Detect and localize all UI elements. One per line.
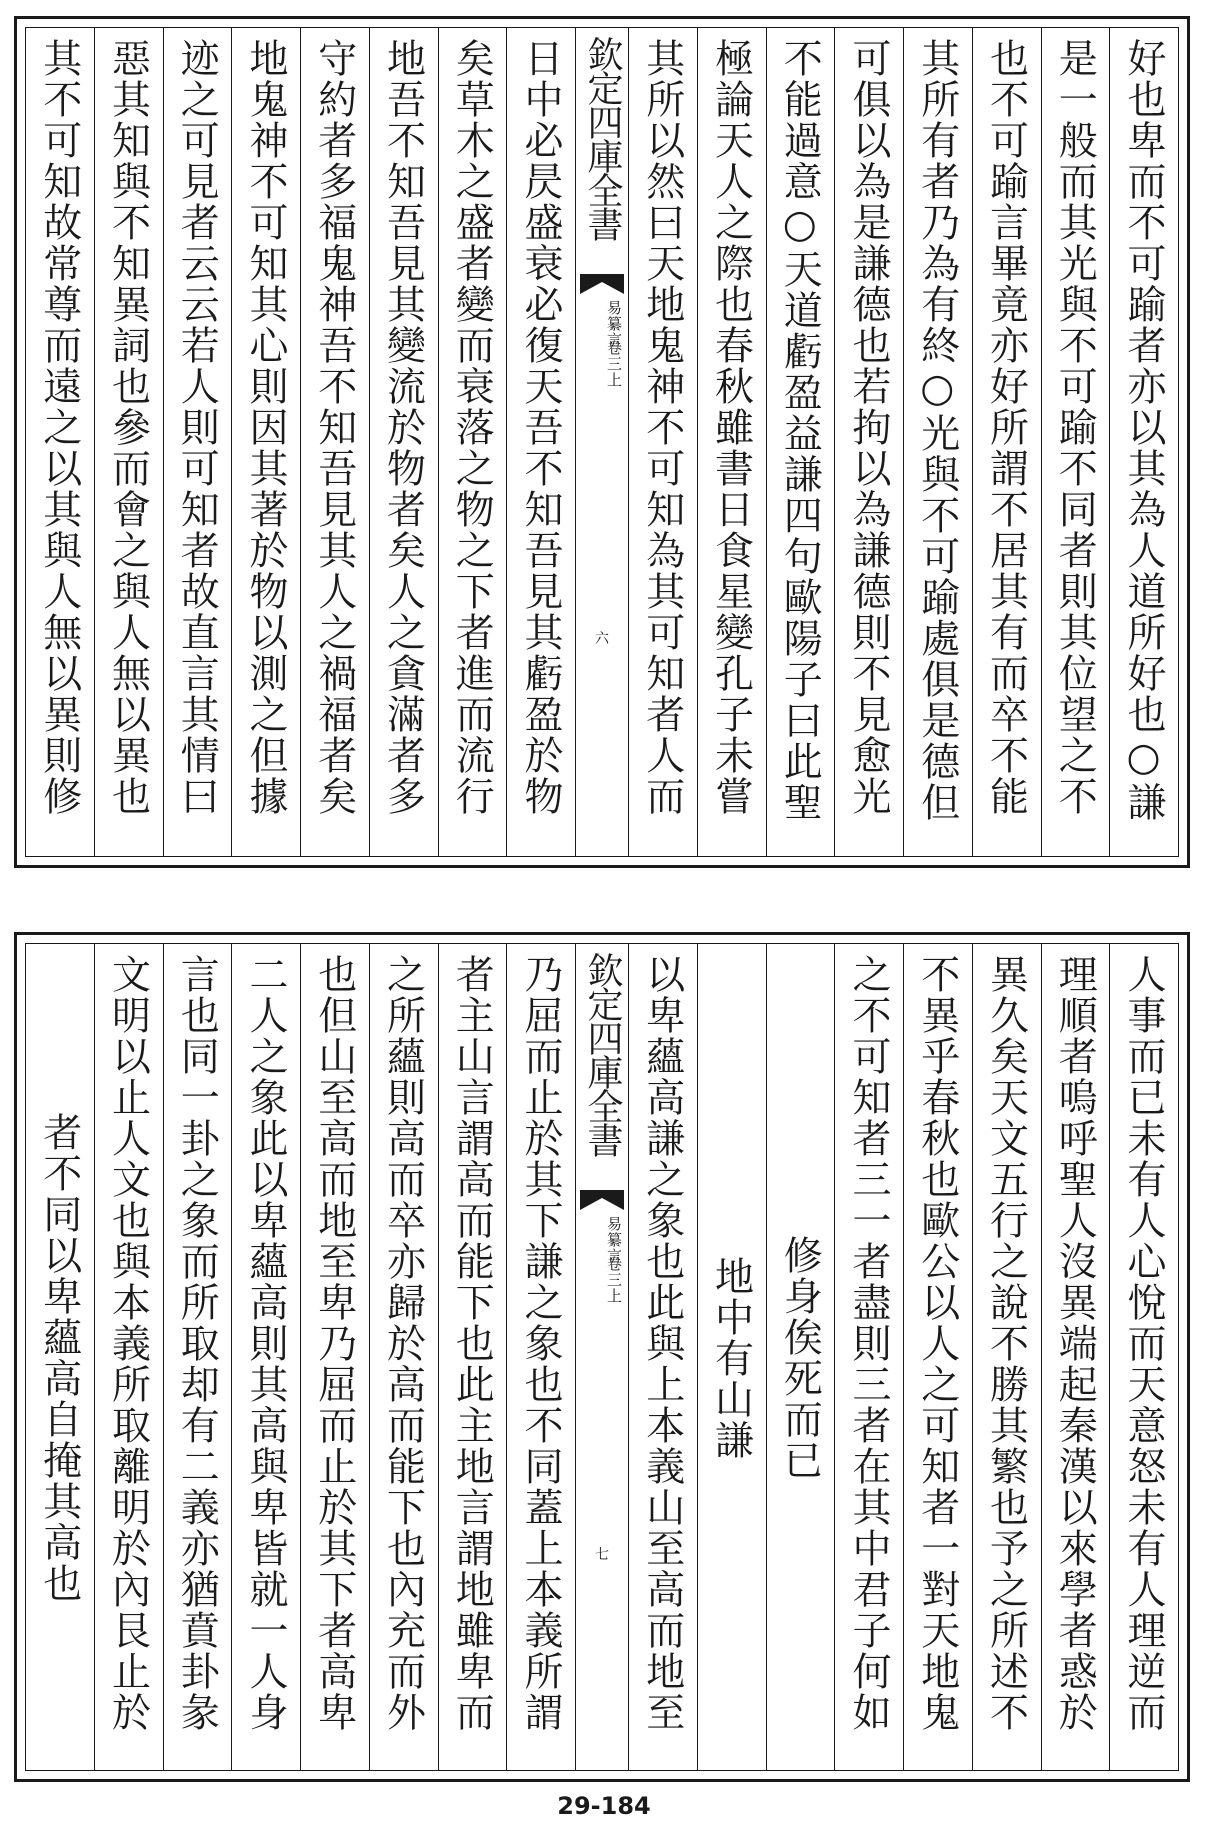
text-column: 也不可踰言畢竟亦好所謂不居其有而卒不能 bbox=[972, 28, 1041, 856]
center-fold bbox=[575, 28, 628, 856]
text-column: 二人之象此以卑蘊高則其高與卑皆就一人身 bbox=[231, 944, 300, 1770]
text-column: 不能過意○天道虧盈益謙四句歐陽子曰此聖 bbox=[766, 28, 835, 856]
bottom-page bbox=[14, 932, 1190, 1782]
fish-tail-icon bbox=[580, 1190, 624, 1212]
text-column: 者主山言謂高而能下也此主地言謂地雖卑而 bbox=[438, 944, 507, 1770]
text-column: 者不同以卑蘊高自掩其高也 bbox=[36, 1112, 82, 1604]
text-column: 是一般而其光與不可踰不同者則其位望之不 bbox=[1041, 28, 1110, 856]
top-page-frame bbox=[25, 27, 1179, 857]
book-label: 易纂言 bbox=[605, 1216, 623, 1264]
text-column: 地中有山謙 bbox=[697, 944, 766, 1770]
text-column: 異久矣天文五行之說不勝其繁也予之所述不 bbox=[972, 944, 1041, 1770]
text-column: 好也卑而不可踰者亦以其為人道所好也○謙 bbox=[1109, 28, 1178, 856]
text-column: 言也同一卦之象而所取却有二義亦猶賁卦彖 bbox=[163, 944, 232, 1770]
text-column: 地鬼神不可知其心則因其著於物以測之但據 bbox=[231, 28, 300, 856]
header-title: 欽定四庫全書 bbox=[582, 36, 623, 240]
text-column: 地吾不知吾見其變流於物者矣人之貪滿者多 bbox=[369, 28, 438, 856]
text-column: 可俱以為是謙德也若拘以為謙德則不見愈光 bbox=[834, 28, 903, 856]
center-fold bbox=[575, 944, 628, 1770]
text-column: 也但山至高而地至卑乃屈而止於其下者高卑 bbox=[300, 944, 369, 1770]
text-column: 其不可知故常尊而遠之以其與人無以異則修 bbox=[36, 38, 82, 817]
text-column: 其所有者乃為有終○光與不可踰處俱是德但 bbox=[903, 28, 972, 856]
book-label: 易纂言 bbox=[605, 300, 623, 348]
text-column: 人事而已未有人心悅而天意怒未有人理逆而 bbox=[1109, 944, 1178, 1770]
bottom-page-frame bbox=[25, 943, 1179, 1771]
volume-label: 卷三上 bbox=[605, 340, 623, 388]
top-page bbox=[14, 16, 1190, 868]
fish-tail-icon bbox=[580, 274, 624, 296]
volume-label: 卷三上 bbox=[605, 1256, 623, 1304]
text-column: 修身俟死而已 bbox=[766, 944, 835, 1770]
page-number: 六 bbox=[595, 631, 609, 647]
text-column: 理順者嗚呼聖人沒異端起秦漢以來學者惑於 bbox=[1041, 944, 1110, 1770]
text-column: 守約者多福鬼神吾不知吾見其人之禍福者矣 bbox=[300, 28, 369, 856]
text-column: 之不可知者三一者盡則三者在其中君子何如 bbox=[834, 944, 903, 1770]
page-number: 七 bbox=[595, 1547, 609, 1563]
text-column: 之所蘊則高而卒亦歸於高而能下也內充而外 bbox=[369, 944, 438, 1770]
text-column: 文明以止人文也與本義所取離明於內艮止於 bbox=[94, 944, 163, 1770]
text-column: 極論天人之際也春秋雖書日食星變孔子未嘗 bbox=[697, 28, 766, 856]
text-column: 日中必昃盛衰必復天吾不知吾見其虧盈於物 bbox=[506, 28, 575, 856]
text-column: 惡其知與不知異詞也參而會之與人無以異也 bbox=[94, 28, 163, 856]
text-column: 其所以然曰天地鬼神不可知為其可知者人而 bbox=[628, 28, 697, 856]
page-footer-number: 29-184 bbox=[557, 1792, 651, 1820]
text-column: 迹之可見者云云若人則可知者故直言其情曰 bbox=[163, 28, 232, 856]
text-column: 矣草木之盛者變而衰落之物之下者進而流行 bbox=[438, 28, 507, 856]
text-column: 乃屈而止於其下謙之象也不同蓋上本義所謂 bbox=[506, 944, 575, 1770]
text-column: 不異乎春秋也歐公以人之可知者一對天地鬼 bbox=[903, 944, 972, 1770]
header-title: 欽定四庫全書 bbox=[582, 952, 623, 1156]
text-column: 以卑蘊高謙之象也此與上本義山至高而地至 bbox=[628, 944, 697, 1770]
